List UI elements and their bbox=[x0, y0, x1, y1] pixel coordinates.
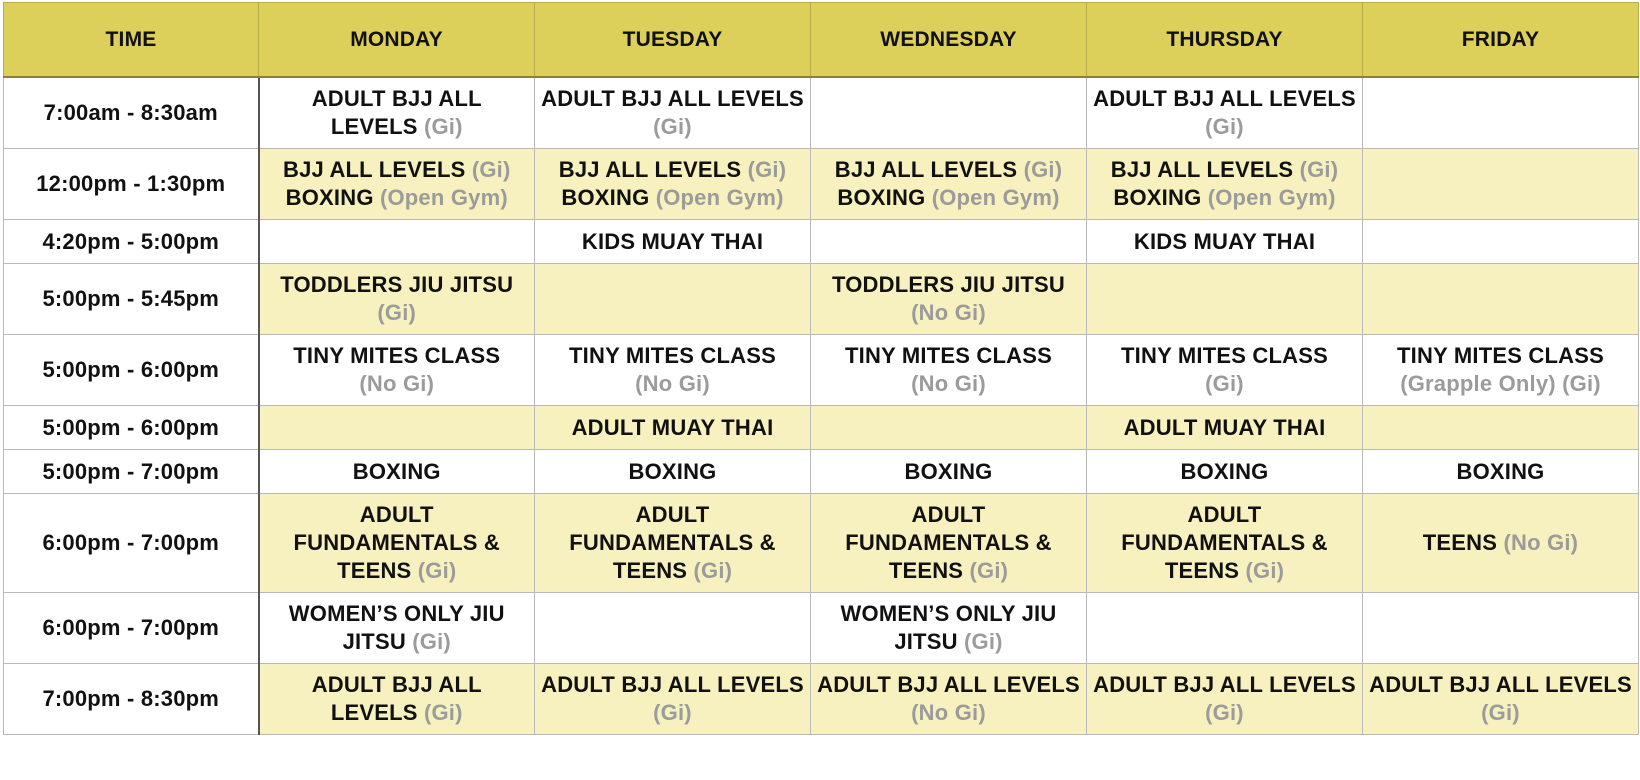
class-title: TINY MITES CLASS bbox=[1397, 343, 1604, 368]
time-slot: 7:00am - 8:30am bbox=[4, 77, 259, 149]
time-slot: 5:00pm - 7:00pm bbox=[4, 450, 259, 494]
class-title: WOMEN’S ONLY JIU JITSU bbox=[840, 601, 1057, 654]
class-cell-thursday bbox=[1087, 593, 1363, 664]
class-title: ADULT BJJ ALL LEVELS bbox=[1369, 672, 1632, 697]
class-cell-friday bbox=[1363, 494, 1639, 593]
class-title: ADULT BJJ ALL LEVELS bbox=[1093, 672, 1356, 697]
column-header-time: TIME bbox=[4, 3, 259, 78]
class-schedule-table bbox=[3, 2, 1639, 735]
time-slot: 7:00pm - 8:30pm bbox=[4, 664, 259, 735]
class-cell-wednesday bbox=[811, 335, 1087, 406]
class-cell-tuesday bbox=[535, 220, 811, 264]
class-cell-thursday bbox=[1087, 264, 1363, 335]
class-title: BJJ ALL LEVELS bbox=[558, 157, 742, 182]
class-title: TINY MITES CLASS bbox=[569, 343, 776, 368]
class-cell-wednesday bbox=[811, 593, 1087, 664]
class-title: BOXING bbox=[561, 185, 650, 210]
class-cell-thursday bbox=[1087, 335, 1363, 406]
class-cell-wednesday bbox=[811, 664, 1087, 735]
class-cell-friday bbox=[1363, 335, 1639, 406]
class-cell-friday bbox=[1363, 264, 1639, 335]
class-note: (Open Gym) bbox=[1207, 185, 1336, 210]
class-cell-friday bbox=[1363, 406, 1639, 450]
class-note: (Gi) bbox=[471, 157, 511, 182]
class-cell-monday bbox=[259, 450, 535, 494]
class-title: ADULT FUNDAMENTALS & TEENS bbox=[293, 502, 500, 583]
class-note: (No Gi) bbox=[911, 700, 986, 725]
class-cell-wednesday bbox=[811, 494, 1087, 593]
class-note: (Open Gym) bbox=[931, 185, 1060, 210]
class-note: (Open Gym) bbox=[379, 185, 508, 210]
class-title: BOXING bbox=[352, 458, 441, 484]
class-title: KIDS MUAY THAI bbox=[1133, 228, 1316, 254]
class-note: (Gi) bbox=[969, 558, 1009, 583]
class-title: ADULT BJJ ALL LEVELS bbox=[1093, 86, 1356, 111]
class-cell-thursday bbox=[1087, 450, 1363, 494]
class-title: ADULT MUAY THAI bbox=[1123, 414, 1326, 440]
class-note: (Gi) bbox=[653, 114, 692, 139]
class-title: TINY MITES CLASS bbox=[1121, 343, 1328, 368]
class-title: TODDLERS JIU JITSU bbox=[831, 272, 1065, 297]
class-cell-tuesday bbox=[535, 406, 811, 450]
class-note: (Gi) bbox=[412, 629, 451, 654]
time-slot: 12:00pm - 1:30pm bbox=[4, 149, 259, 220]
class-cell-monday bbox=[259, 264, 535, 335]
class-cell-monday bbox=[259, 593, 535, 664]
class-note: (No Gi) bbox=[359, 371, 435, 396]
class-title: ADULT BJJ ALL LEVELS bbox=[541, 86, 804, 111]
class-note: (Gi) bbox=[1245, 558, 1285, 583]
class-note: (Gi) bbox=[423, 114, 463, 139]
class-title: TEENS bbox=[1422, 530, 1498, 555]
class-cell-monday bbox=[259, 664, 535, 735]
class-title: TINY MITES CLASS bbox=[293, 343, 501, 368]
column-header-tuesday: TUESDAY bbox=[535, 3, 811, 78]
class-cell-tuesday bbox=[535, 664, 811, 735]
class-title: BOXING bbox=[837, 185, 926, 210]
column-header-monday: MONDAY bbox=[259, 3, 535, 78]
schedule-row bbox=[4, 264, 1639, 335]
class-title: BJJ ALL LEVELS bbox=[834, 157, 1018, 182]
class-note: (No Gi) bbox=[911, 300, 986, 325]
class-cell-friday bbox=[1363, 593, 1639, 664]
class-cell-thursday bbox=[1087, 664, 1363, 735]
schedule-row bbox=[4, 494, 1639, 593]
class-title: TINY MITES CLASS bbox=[845, 343, 1052, 368]
class-title: ADULT MUAY THAI bbox=[571, 414, 774, 440]
schedule-row bbox=[4, 220, 1639, 264]
class-note: (Gi) bbox=[1023, 157, 1063, 182]
class-note: (Gi) bbox=[1205, 700, 1244, 725]
class-note: (No Gi) bbox=[635, 371, 710, 396]
class-note: (Gi) bbox=[653, 700, 692, 725]
class-cell-monday bbox=[259, 220, 535, 264]
schedule-row bbox=[4, 149, 1639, 220]
time-slot: 6:00pm - 7:00pm bbox=[4, 593, 259, 664]
class-cell-monday bbox=[259, 406, 535, 450]
class-note: (Gi) bbox=[1205, 371, 1244, 396]
class-cell-friday bbox=[1363, 450, 1639, 494]
class-note: (Gi) bbox=[1205, 114, 1244, 139]
class-cell-thursday bbox=[1087, 220, 1363, 264]
class-cell-wednesday bbox=[811, 149, 1087, 220]
class-title: KIDS MUAY THAI bbox=[581, 228, 764, 254]
class-title: WOMEN’S ONLY JIU JITSU bbox=[288, 601, 505, 654]
class-cell-friday bbox=[1363, 149, 1639, 220]
schedule-row bbox=[4, 664, 1639, 735]
class-cell-monday bbox=[259, 494, 535, 593]
schedule-row bbox=[4, 335, 1639, 406]
class-cell-thursday bbox=[1087, 149, 1363, 220]
schedule-row bbox=[4, 406, 1639, 450]
class-cell-wednesday bbox=[811, 77, 1087, 149]
class-title: ADULT FUNDAMENTALS & TEENS bbox=[569, 502, 776, 583]
class-title: BJJ ALL LEVELS bbox=[282, 157, 466, 182]
class-title: BOXING bbox=[1113, 185, 1202, 210]
class-note: (No Gi) bbox=[1503, 530, 1579, 555]
class-cell-wednesday bbox=[811, 450, 1087, 494]
class-cell-tuesday bbox=[535, 450, 811, 494]
class-cell-thursday bbox=[1087, 494, 1363, 593]
class-title: ADULT BJJ ALL LEVELS bbox=[817, 672, 1080, 697]
class-cell-monday bbox=[259, 335, 535, 406]
time-slot: 5:00pm - 6:00pm bbox=[4, 335, 259, 406]
class-cell-wednesday bbox=[811, 406, 1087, 450]
class-note: (Gi) bbox=[1299, 157, 1339, 182]
class-title: BOXING bbox=[285, 185, 374, 210]
class-note: (Gi) bbox=[747, 157, 787, 182]
class-title: BOXING bbox=[1456, 458, 1545, 484]
class-cell-monday bbox=[259, 77, 535, 149]
class-cell-tuesday bbox=[535, 264, 811, 335]
class-note: (Gi) bbox=[417, 558, 457, 583]
time-slot: 6:00pm - 7:00pm bbox=[4, 494, 259, 593]
class-cell-tuesday bbox=[535, 149, 811, 220]
class-cell-friday bbox=[1363, 220, 1639, 264]
class-note: (Grapple Only) (Gi) bbox=[1400, 371, 1601, 396]
schedule-row bbox=[4, 593, 1639, 664]
class-cell-friday bbox=[1363, 664, 1639, 735]
class-title: ADULT FUNDAMENTALS & TEENS bbox=[845, 502, 1052, 583]
class-note: (No Gi) bbox=[911, 371, 986, 396]
column-header-thursday: THURSDAY bbox=[1087, 3, 1363, 78]
class-cell-monday bbox=[259, 149, 535, 220]
class-note: (Open Gym) bbox=[655, 185, 784, 210]
class-cell-friday bbox=[1363, 77, 1639, 149]
class-note: (Gi) bbox=[423, 700, 463, 725]
schedule-container bbox=[3, 2, 1639, 735]
header-row bbox=[4, 3, 1639, 78]
class-title: TODDLERS JIU JITSU bbox=[280, 272, 514, 297]
class-title: ADULT BJJ ALL LEVELS bbox=[541, 672, 804, 697]
class-cell-thursday bbox=[1087, 77, 1363, 149]
schedule-body bbox=[4, 77, 1639, 735]
class-title: BJJ ALL LEVELS bbox=[1110, 157, 1294, 182]
class-title: BOXING bbox=[904, 458, 993, 484]
time-slot: 5:00pm - 6:00pm bbox=[4, 406, 259, 450]
class-cell-tuesday bbox=[535, 77, 811, 149]
class-title: ADULT BJJ ALL LEVELS bbox=[311, 86, 482, 139]
class-title: BOXING bbox=[628, 458, 717, 484]
time-slot: 5:00pm - 5:45pm bbox=[4, 264, 259, 335]
class-cell-wednesday bbox=[811, 264, 1087, 335]
class-title: ADULT FUNDAMENTALS & TEENS bbox=[1121, 502, 1328, 583]
class-cell-tuesday bbox=[535, 335, 811, 406]
class-title: BOXING bbox=[1180, 458, 1269, 484]
class-note: (Gi) bbox=[1481, 700, 1520, 725]
column-header-friday: FRIDAY bbox=[1363, 3, 1639, 78]
class-note: (Gi) bbox=[693, 558, 733, 583]
class-cell-tuesday bbox=[535, 593, 811, 664]
class-note: (Gi) bbox=[377, 300, 417, 325]
schedule-row bbox=[4, 450, 1639, 494]
class-note: (Gi) bbox=[963, 629, 1003, 654]
class-title: ADULT BJJ ALL LEVELS bbox=[311, 672, 482, 725]
class-cell-thursday bbox=[1087, 406, 1363, 450]
schedule-row bbox=[4, 77, 1639, 149]
column-header-wednesday: WEDNESDAY bbox=[811, 3, 1087, 78]
class-cell-tuesday bbox=[535, 494, 811, 593]
time-slot: 4:20pm - 5:00pm bbox=[4, 220, 259, 264]
class-cell-wednesday bbox=[811, 220, 1087, 264]
